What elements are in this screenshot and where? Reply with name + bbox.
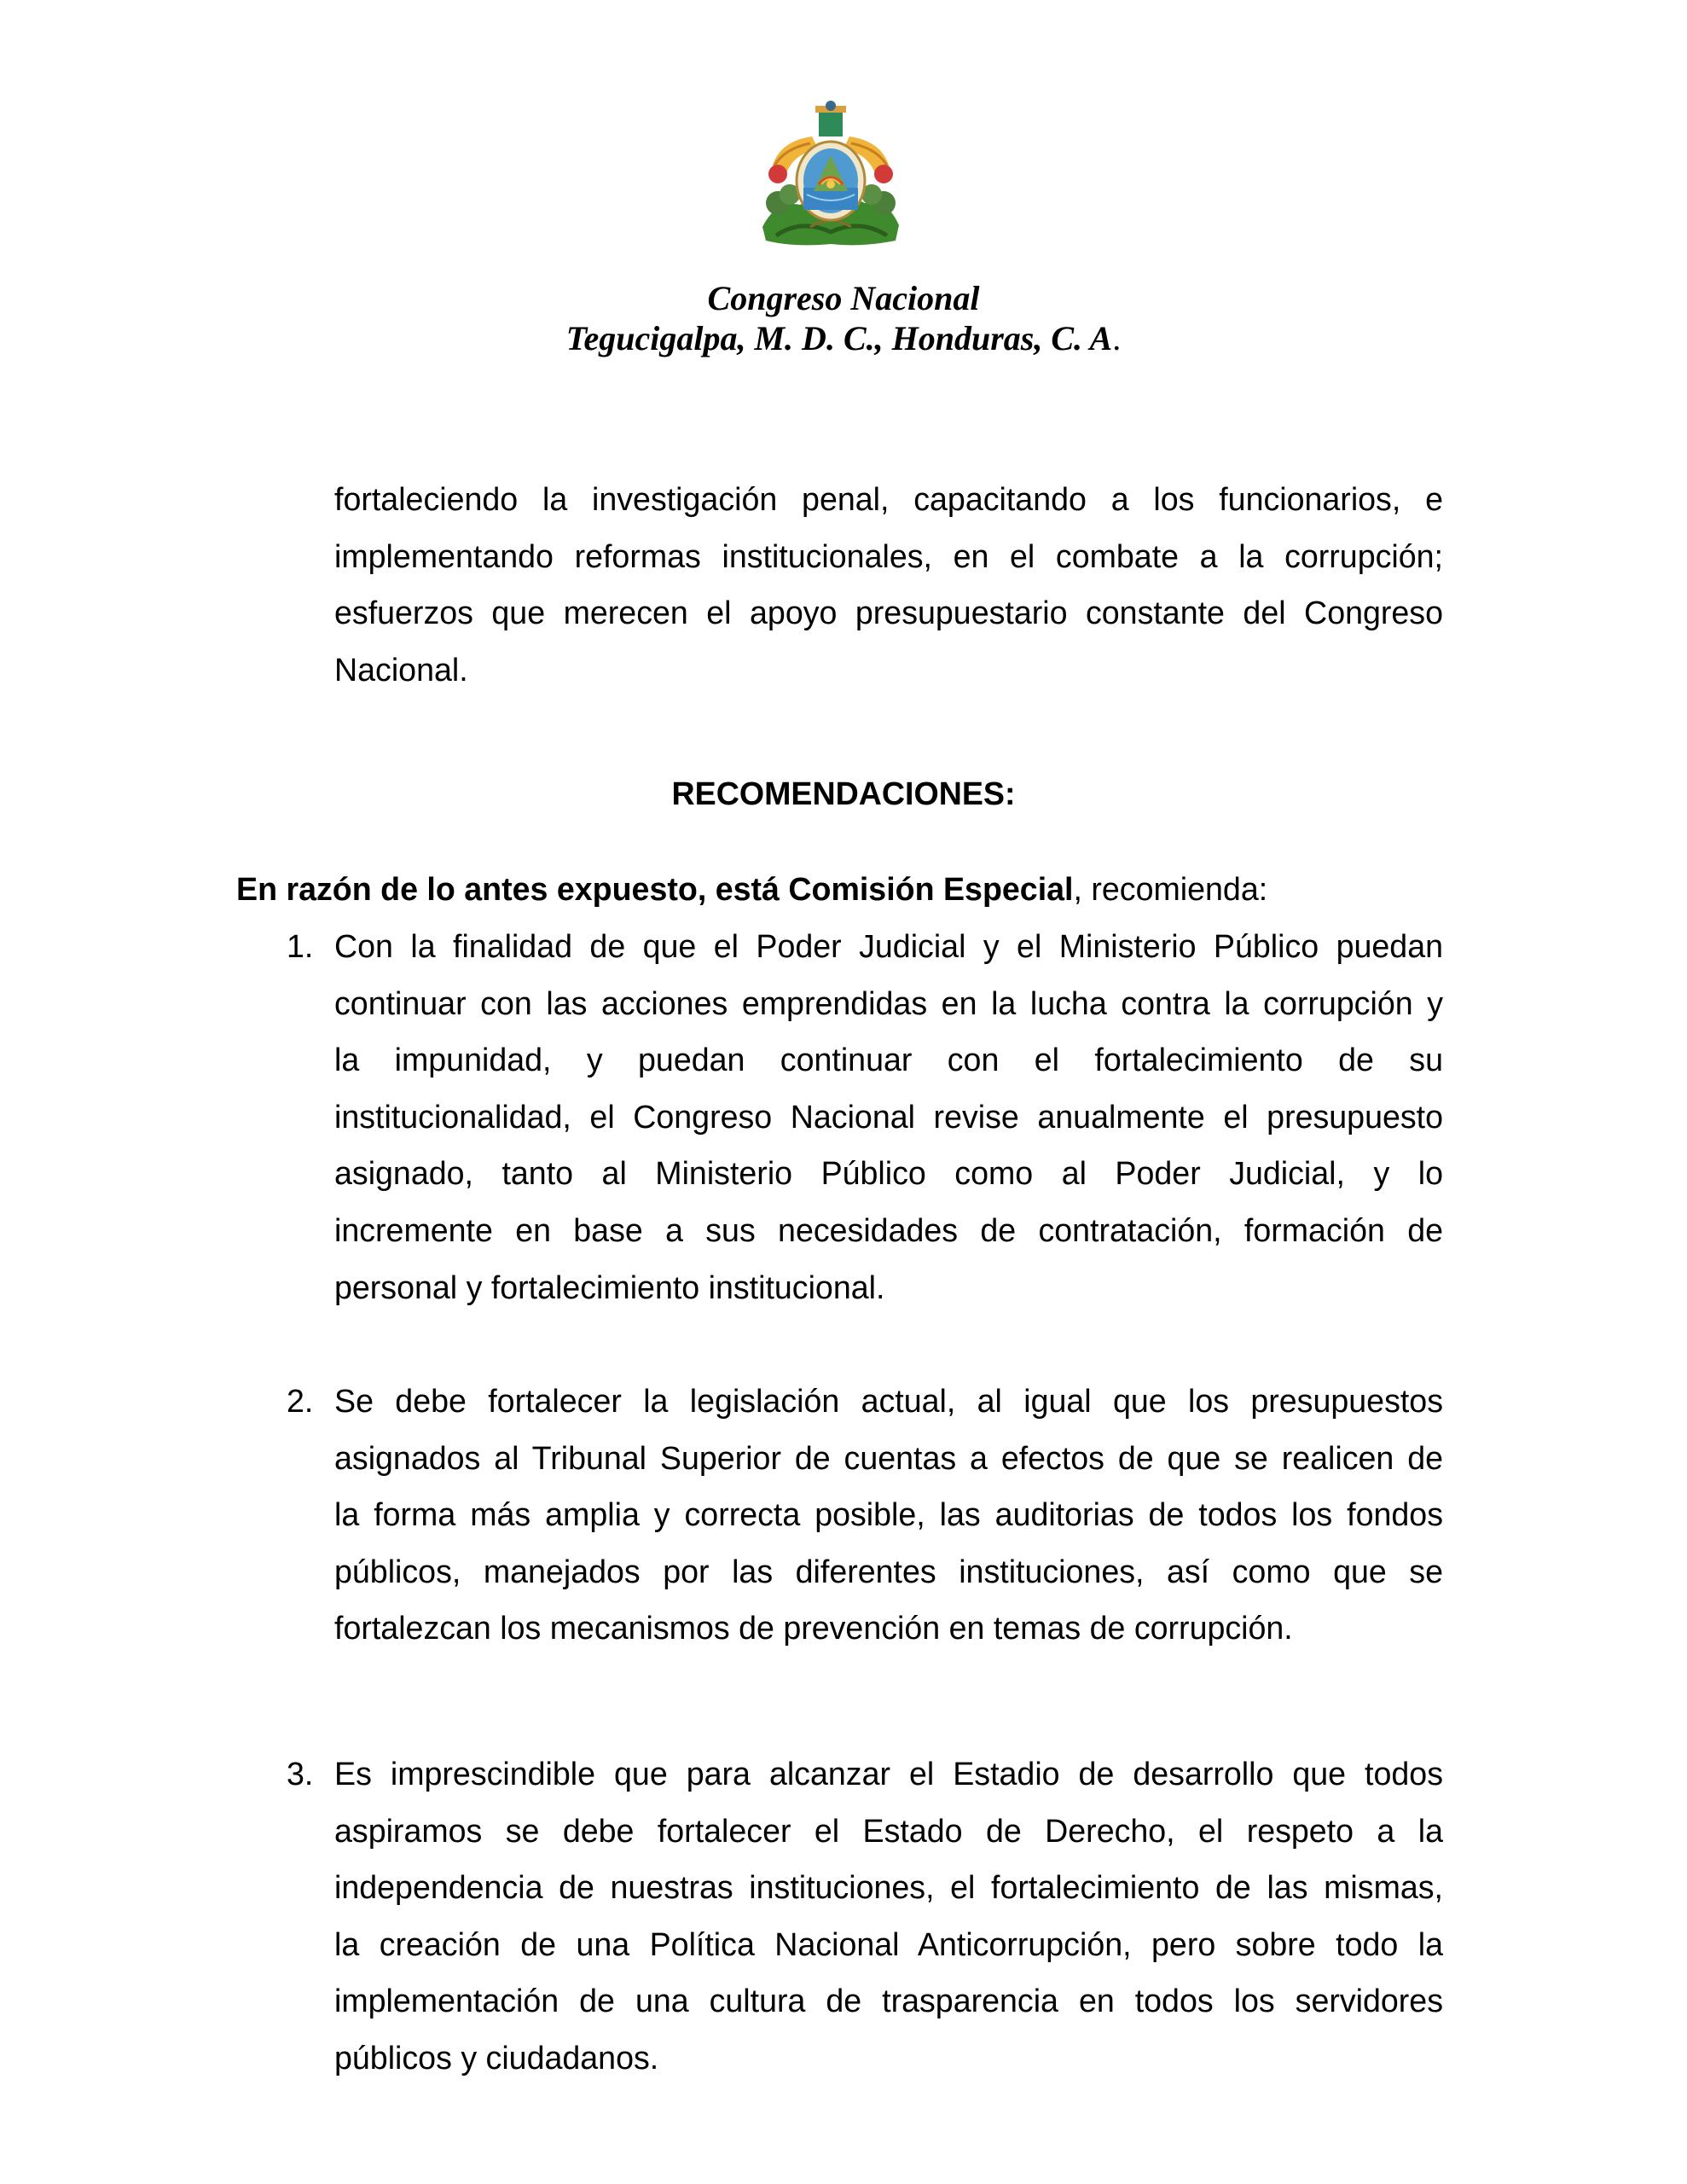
continuation-paragraph: [334, 471, 1443, 698]
recommendation-line: aspiramos se debe fortalecer el Estado de Derecho, el respeto a la: [334, 1812, 1443, 1849]
paragraph-line: Nacional.: [334, 651, 468, 688]
letterhead-location-period: .: [1112, 319, 1122, 357]
recommendation-line: personal y fortalecimiento institucional.: [334, 1269, 885, 1305]
recommendation-line: incremente en base a sus necesidades de contratación, formación de: [334, 1211, 1443, 1248]
intro-bold-text: En razón de lo antes expuesto, está Comisión Especial: [236, 871, 1074, 907]
letterhead-location: [0, 318, 1687, 358]
recommendation-line: asignados al Tribunal Superior de cuentas a efectos de que se realicen de: [334, 1439, 1443, 1476]
recommendation-number: 3.: [287, 1756, 314, 1792]
honduras-coat-of-arms-icon: [759, 99, 902, 247]
recommendation-number: 1.: [287, 928, 314, 964]
recommendation-line: independencia de nuestras instituciones, el fortalecimiento de las mismas,: [334, 1869, 1443, 1906]
recommendation-line: la impunidad, y puedan continuar con el fortalecimiento de su: [334, 1042, 1443, 1078]
recommendation-item-1: [334, 918, 1443, 1316]
recommendation-line: institucionalidad, el Congreso Nacional revise anualmente el presupuesto: [334, 1098, 1443, 1135]
recommendation-number: 2.: [287, 1383, 314, 1419]
letterhead-title: Congreso Nacional: [707, 279, 980, 317]
recommendation-line: implementación de una cultura de trasparencia en todos los servidores: [334, 1983, 1443, 2019]
recommendation-line: continuar con las acciones emprendidas en la lucha contra la corrupción y: [334, 985, 1443, 1021]
recommendation-line: fortalezcan los mecanismos de prevención en temas de corrupción.: [334, 1610, 1293, 1647]
recommendation-line: Se debe fortalecer la legislación actual, al igual que los presupuestos: [334, 1383, 1443, 1419]
recommendation-line: Con la finalidad de que el Poder Judicial y el Ministerio Público puedan: [334, 928, 1443, 964]
recommendation-line: la forma más amplia y correcta posible, las auditorias de todos los fondos: [334, 1496, 1443, 1533]
recommendation-line: públicos, manejados por las diferentes instituciones, así como que se: [334, 1553, 1443, 1589]
paragraph-line: fortaleciendo la investigación penal, capacitando a los funcionarios, e: [334, 481, 1443, 517]
recommendation-line: Es imprescindible que para alcanzar el Estadio de desarrollo que todos: [334, 1756, 1443, 1792]
intro-regular-text: , recomienda:: [1073, 871, 1268, 907]
recommendation-item-3: [334, 1745, 1443, 2087]
paragraph-line: implementando reformas institucionales, en el combate a la corrupción;: [334, 537, 1443, 574]
section-heading: RECOMENDACIONES:: [671, 775, 1016, 811]
recommendation-line: públicos y ciudadanos.: [334, 2039, 659, 2076]
recommendation-item-2: [334, 1373, 1443, 1657]
recommendation-line: la creación de una Política Nacional Anticorrupción, pero sobre todo la: [334, 1926, 1443, 1962]
letterhead-location-text: Tegucigalpa, M. D. C., Honduras, C. A: [565, 319, 1113, 357]
paragraph-line: esfuerzos que merecen el apoyo presupuestario constante del Congreso: [334, 595, 1443, 631]
recommendation-line: asignado, tanto al Ministerio Público como al Poder Judicial, y lo: [334, 1155, 1443, 1192]
intro-sentence: [236, 861, 1267, 918]
